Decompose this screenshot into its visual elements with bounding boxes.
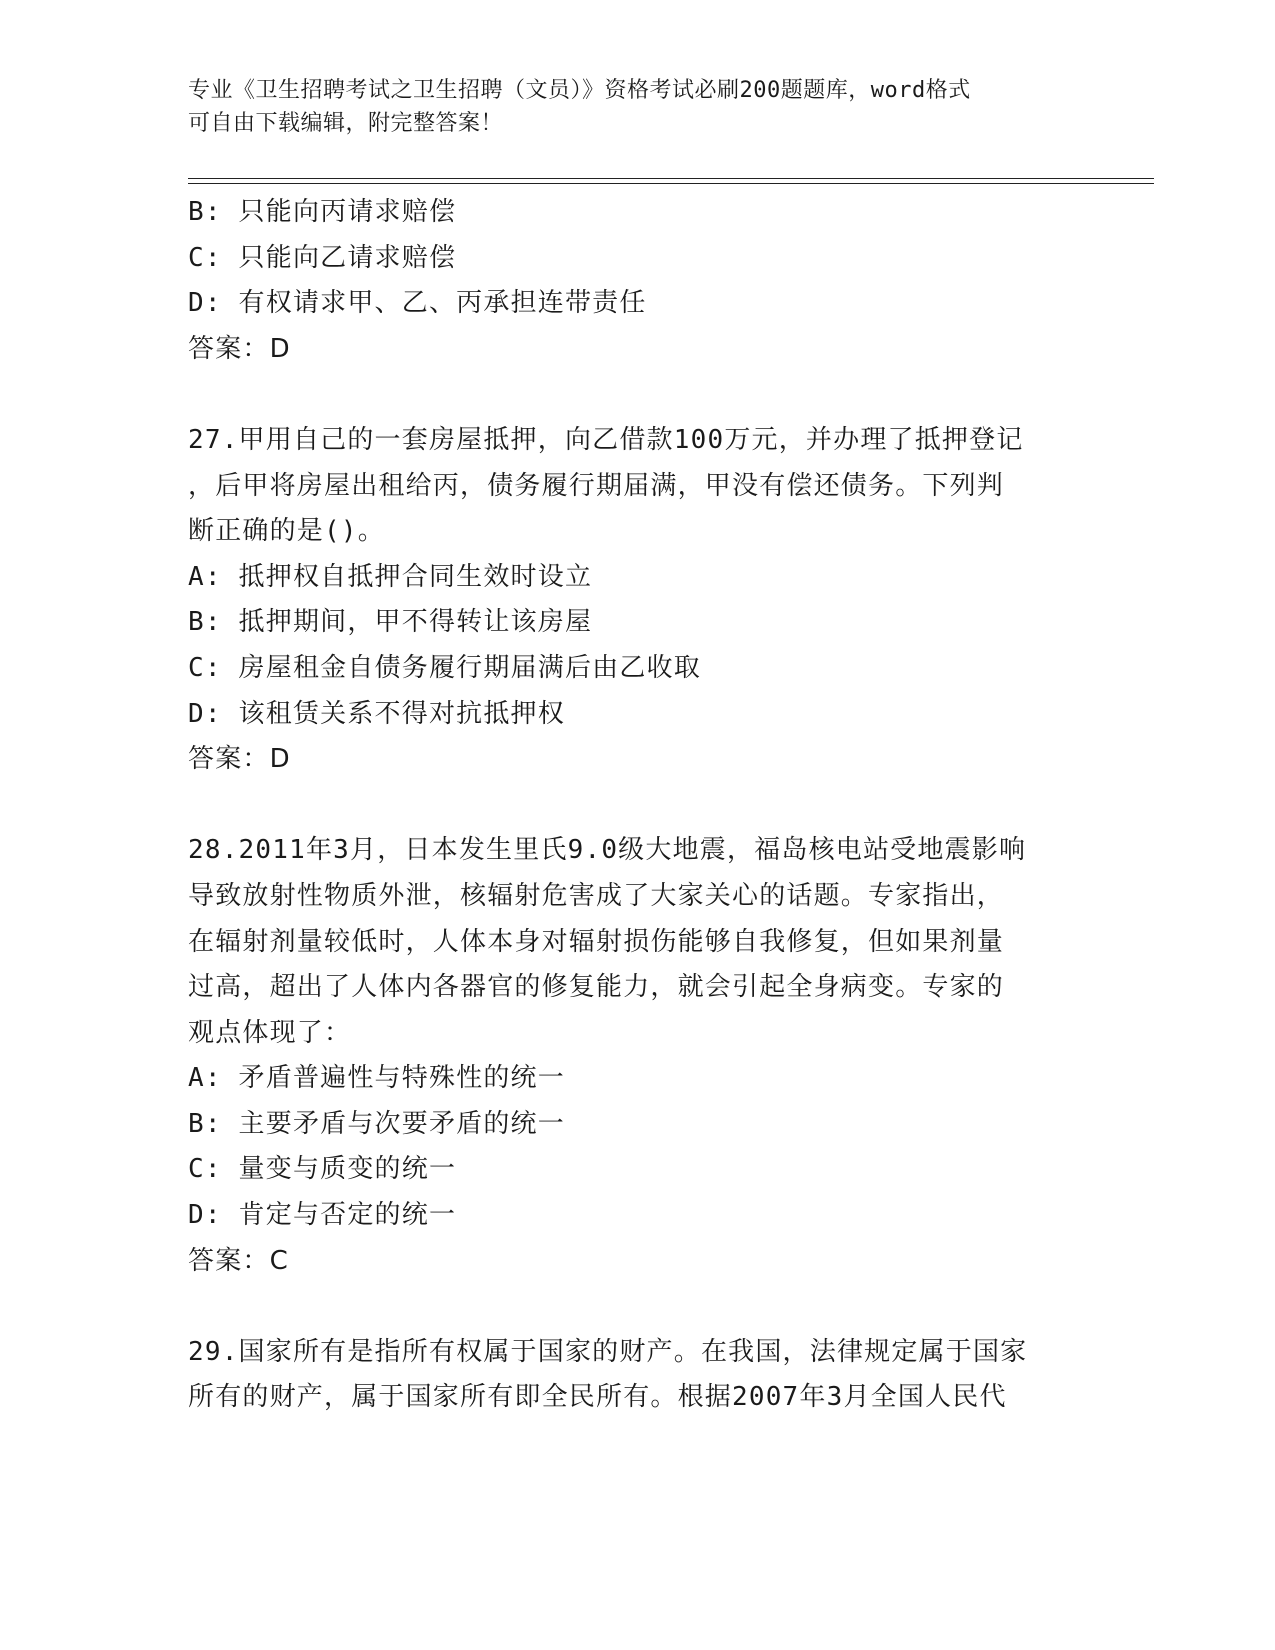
question-stem-line: 导致放射性物质外泄，核辐射危害成了大家关心的话题。专家指出， [188,880,1005,911]
page-header [188,74,1068,140]
option-b: B: 主要矛盾与次要矛盾的统一 [188,1108,565,1139]
question-content [188,190,1088,1421]
question-stem-line: 28.2011年3月，日本发生里氏9.0级大地震，福岛核电站受地震影响 [188,835,1027,866]
option-b: B: 抵押期间，甲不得转让该房屋 [188,607,593,638]
question-stem-line: 断正确的是()。 [188,516,385,547]
question-26-tail [188,190,1088,372]
answer-line: 答案：C [188,1245,289,1276]
answer-line: 答案：D [188,744,291,775]
question-stem-line: 观点体现了： [188,1017,352,1048]
question-27 [188,418,1088,783]
header-title-line-1: 专业《卫生招聘考试之卫生招聘（文员）》资格考试必刷200题题库，word格式 [188,78,971,103]
header-divider-bottom [188,183,1154,184]
question-stem-line: 过高，超出了人体内各器官的修复能力，就会引起全身病变。专家的 [188,972,1005,1003]
option-d: D: 该租赁关系不得对抗抵押权 [188,698,565,729]
answer-line: 答案：D [188,333,291,364]
option-d: D: 肯定与否定的统一 [188,1200,457,1231]
header-title-line-2: 可自由下载编辑，附完整答案！ [188,111,504,136]
option-b: B: 只能向丙请求赔偿 [188,197,457,227]
question-stem-line: 27.甲用自己的一套房屋抵押，向乙借款100万元，并办理了抵押登记 [188,424,1024,455]
option-a: A: 抵押权自抵押合同生效时设立 [188,561,593,592]
option-c: C: 量变与质变的统一 [188,1154,457,1185]
question-stem-line: ，后甲将房屋出租给丙，债务履行期届满，甲没有偿还债务。下列判 [188,470,1005,501]
option-a: A: 矛盾普遍性与特殊性的统一 [188,1063,565,1094]
question-29 [188,1330,1088,1421]
spacer [188,783,1088,829]
question-stem-line: 29.国家所有是指所有权属于国家的财产。在我国，法律规定属于国家 [188,1336,1028,1367]
question-stem-line: 所有的财产，属于国家所有即全民所有。根据2007年3月全国人民代 [188,1382,1007,1413]
spacer [188,1284,1088,1330]
question-stem-line: 在辐射剂量较低时，人体本身对辐射损伤能够自我修复，但如果剂量 [188,926,1005,957]
spacer [188,372,1088,418]
option-c: C: 房屋租金自债务履行期届满后由乙收取 [188,652,701,683]
question-28 [188,828,1088,1284]
option-d: D: 有权请求甲、乙、丙承担连带责任 [188,288,647,319]
option-c: C: 只能向乙请求赔偿 [188,242,457,273]
header-divider-top [188,178,1154,179]
